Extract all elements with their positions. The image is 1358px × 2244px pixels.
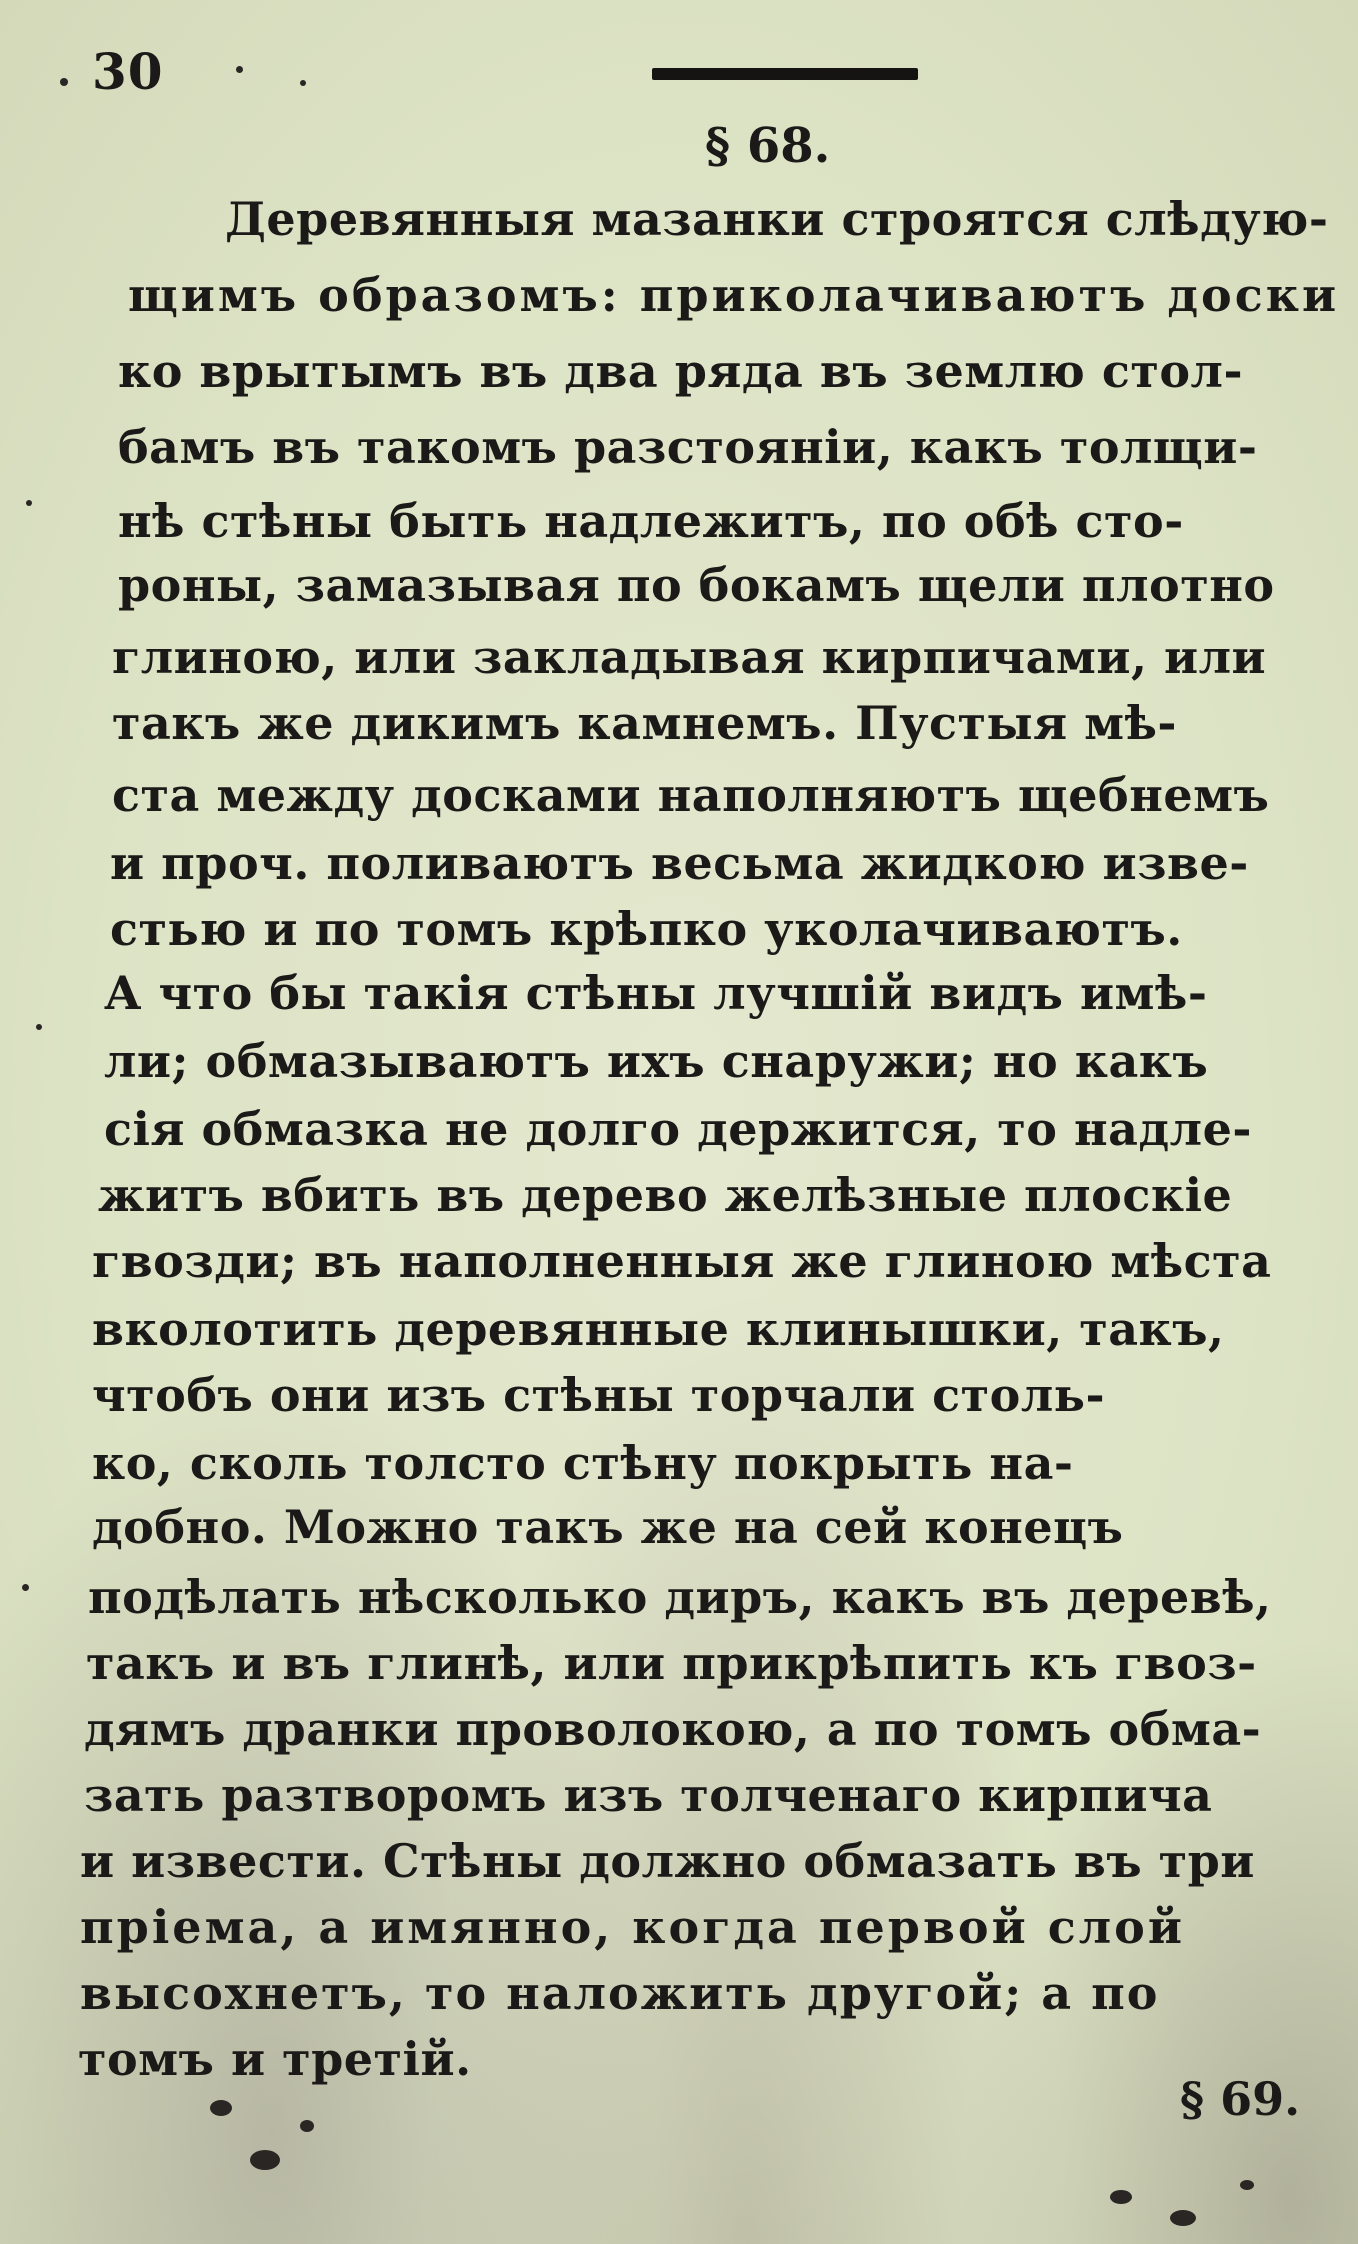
text-line: высохнетъ, то наложить другой; а по [80, 1966, 1160, 2020]
text-line: зать разтворомъ изъ толченаго кирпича [84, 1768, 1213, 1822]
text-line: роны, замазывая по бокамъ щели плотно [118, 558, 1275, 612]
text-line: такъ же дикимъ камнемъ. Пустыя мѣ- [112, 696, 1178, 750]
ink-speck [60, 78, 68, 86]
ink-speck [300, 80, 306, 86]
text-line: бамъ въ такомъ разстоянiи, какъ толщи- [118, 420, 1258, 474]
ink-speck [210, 2100, 232, 2116]
ink-speck [300, 2120, 314, 2132]
text-line: житъ вбить въ дерево желѣзные плоскiе [98, 1168, 1233, 1222]
text-line: прiема, а имянно, когда первой слой [80, 1900, 1185, 1954]
text-line: нѣ стѣны быть надлежитъ, по обѣ сто- [118, 494, 1184, 548]
text-line: и извести. Стѣны должно обмазать въ три [80, 1834, 1255, 1888]
text-line: томъ и третiй. [78, 2032, 472, 2086]
text-line: А что бы такiя стѣны лучшiй видъ имѣ- [104, 966, 1208, 1020]
text-line: и проч. поливаютъ весьма жидкою изве- [110, 836, 1249, 890]
ink-speck [250, 2150, 280, 2170]
page-number: 30 [92, 42, 164, 101]
text-line: добно. Можно такъ же на сей конецъ [92, 1500, 1124, 1554]
section-heading: § 68. [705, 118, 831, 174]
ink-speck [1170, 2210, 1196, 2226]
ink-speck [1240, 2180, 1254, 2190]
text-line: ли; обмазываютъ ихъ снаружи; но какъ [104, 1034, 1209, 1088]
ink-speck [22, 1584, 29, 1591]
ink-speck [236, 66, 243, 73]
text-line: чтобъ они изъ стѣны торчали столь- [92, 1368, 1106, 1422]
text-line: ста между досками наполняютъ щебнемъ [112, 768, 1270, 822]
text-line: гвозди; въ наполненныя же глиною мѣста [92, 1234, 1272, 1288]
text-line: Деревянныя мазанки строятся слѣдую- [225, 192, 1329, 246]
text-line: ко, сколь толсто стѣну покрыть на- [92, 1436, 1074, 1490]
text-line: вколотить деревянные клинышки, такъ, [92, 1302, 1225, 1356]
text-line: щимъ образомъ: приколачиваютъ доски [128, 268, 1340, 322]
text-line: сiя обмазка не долго держится, то надле- [104, 1102, 1252, 1156]
ink-speck [1110, 2190, 1132, 2204]
text-line: такъ и въ глинѣ, или прикрѣпить къ гвоз- [86, 1636, 1257, 1690]
catchword: § 69. [1180, 2072, 1301, 2126]
text-line: глиною, или закладывая кирпичами, или [112, 630, 1267, 684]
text-line: подѣлать нѣсколько диръ, какъ въ деревѣ, [88, 1570, 1272, 1624]
ink-speck [26, 500, 32, 506]
text-line: стью и по томъ крѣпко уколачиваютъ. [110, 902, 1183, 956]
ink-speck [36, 1024, 42, 1030]
text-line: ко врытымъ въ два ряда въ землю стол- [118, 344, 1244, 398]
text-line: дямъ дранки проволокою, а по томъ обма- [84, 1702, 1262, 1756]
